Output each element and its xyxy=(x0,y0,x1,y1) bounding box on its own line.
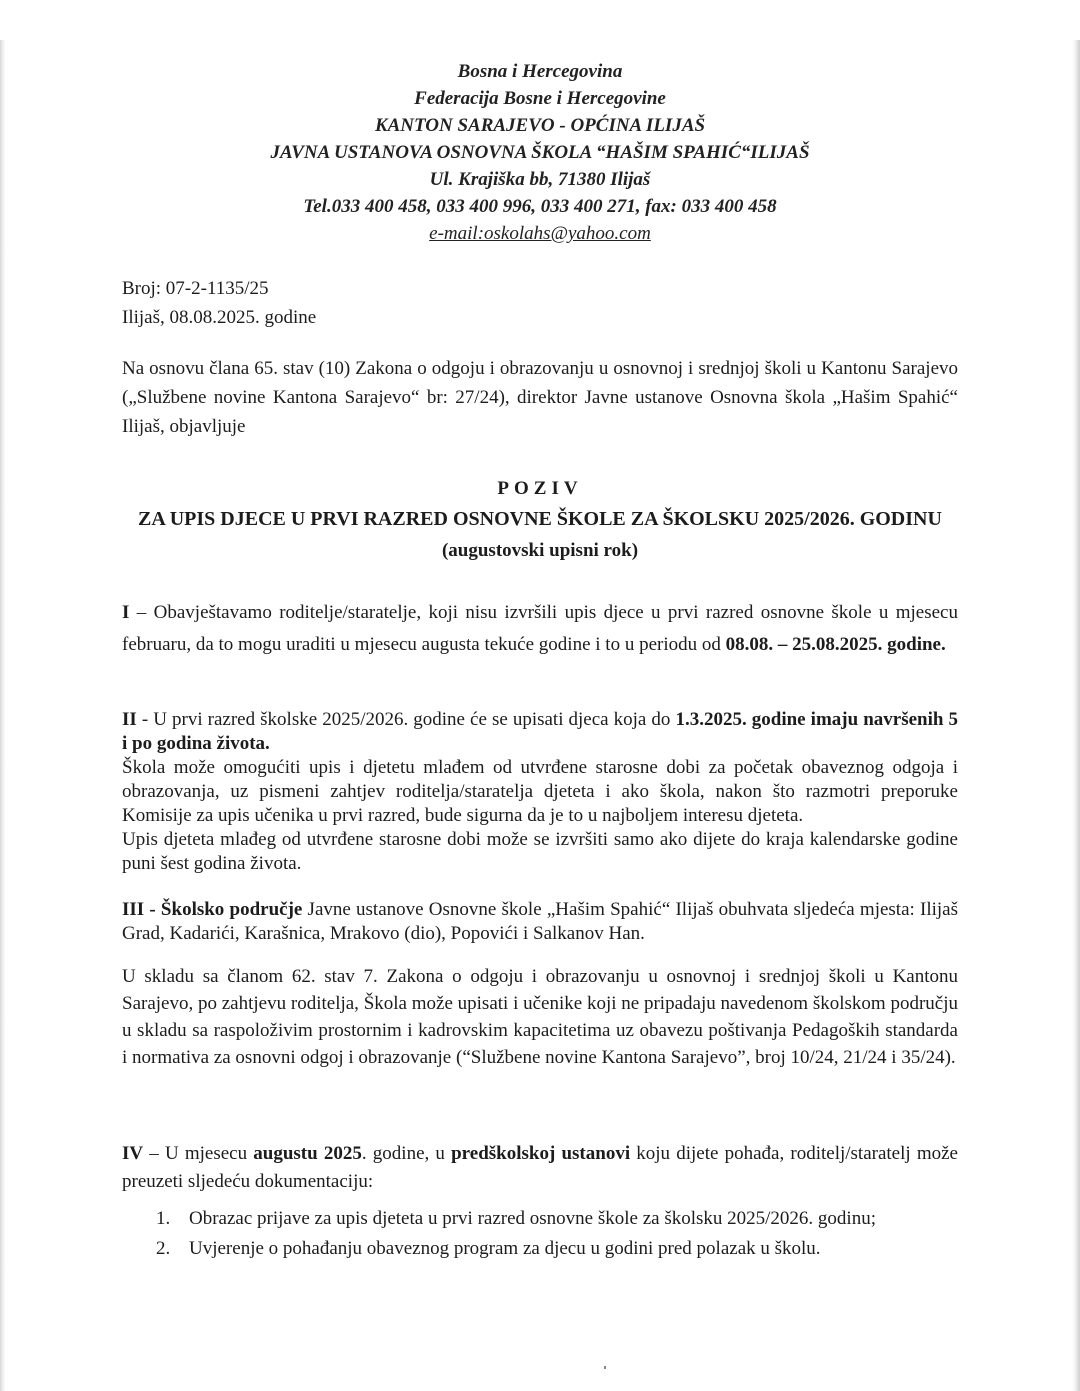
section-ii-label: II xyxy=(122,709,137,730)
section-ii-paragraph-2: Škola može omogućiti upis i djetetu mlađem od utvrđene starosne dobi za početak obaveznog odgoja i obrazovanja, uz pismeni zahtjev roditelja/staratelja djeteta i ako škola, nakon što razmotri preporuke Komisije za upis učenika u prvi razred, bude sigurna da je to u najboljem interesu djeteta. xyxy=(122,757,958,826)
section-iv-text-2: . godine, u xyxy=(361,1143,452,1164)
section-i-text: – Obavještavamo roditelje/staratelje, koji nisu izvršili upis djece u prvi razred osnovne škole u mjesecu februaru, da to mogu uraditi u mjesecu augusta tekuće godine i to u periodu od xyxy=(122,602,958,655)
letterhead-canton: KANTON SARAJEVO - OPĆINA ILIJAŠ xyxy=(374,115,706,136)
scan-speck xyxy=(604,1366,606,1369)
document-date: Ilijaš, 08.08.2025. godine xyxy=(122,307,317,328)
section-iii-label: III - Školsko područje xyxy=(122,899,303,920)
document-number: Broj: 07-2-1135/25 xyxy=(122,278,269,299)
section-iv-bold-2: predškolskoj ustanovi xyxy=(451,1143,631,1164)
section-iv-text-3: koju dijete pohađa, roditelj/staratelj može preuzeti sljedeću dokumentaciju: xyxy=(122,1143,958,1192)
section-iii-text: Javne ustanove Osnovne škole „Hašim Spahić“ Ilijaš obuhvata sljedeća mjesta: Ilijaš Grad, Kadarići, Karašnica, Mrakovo (dio), Popovići i Salkanov Han. xyxy=(122,899,958,944)
section-i xyxy=(122,597,958,661)
title-poziv: POZIV xyxy=(497,478,583,499)
section-i-dates: 08.08. – 25.08.2025. godine. xyxy=(725,634,946,655)
intro-paragraph: Na osnovu člana 65. stav (10) Zakona o odgoju i obrazovanju u osnovnoj i srednjoj školi u Kantonu Sarajevo („Službene novine Kantona Sarajevo“ br: 27/24), direktor Javne ustanove Osnovna škola „Hašim Spahić“ Ilijaš, objavljuje xyxy=(122,358,958,437)
list-item-text: Uvjerenje o pohađanju obaveznog program za djecu u godini pred polazak u školu. xyxy=(189,1238,821,1259)
list-item xyxy=(156,1234,956,1264)
section-iv-text-1: – U mjesecu xyxy=(143,1143,254,1164)
section-ii-paragraph-3: Upis djeteta mlađeg od utvrđene starosne dobi može se izvršiti samo ako dijete do kraja kalendarske godine puni šest godina života. xyxy=(122,829,958,874)
letterhead-phone: Tel.033 400 458, 033 400 996, 033 400 271, fax: 033 400 458 xyxy=(303,196,777,217)
section-i-label: I xyxy=(122,602,130,623)
letterhead-address: Ul. Krajiška bb, 71380 Ilijaš xyxy=(429,169,651,190)
letterhead-federation: Federacija Bosne i Hercegovine xyxy=(414,88,666,109)
list-item xyxy=(156,1204,956,1234)
list-item-number: 2. xyxy=(156,1238,171,1259)
title-subtitle: (augustovski upisni rok) xyxy=(441,540,639,561)
section-iii xyxy=(122,898,958,946)
letterhead-email: e-mail:oskolahs@yahoo.com xyxy=(429,223,651,244)
section-iv-label: IV xyxy=(122,1143,144,1164)
letterhead-country: Bosna i Hercegovina xyxy=(457,61,623,82)
letterhead-school: JAVNA USTANOVA OSNOVNA ŠKOLA “HAŠIM SPAHIĆ“ILIJAŠ xyxy=(270,142,810,163)
letterhead xyxy=(0,58,1080,247)
section-iv xyxy=(122,1140,958,1196)
section-ii-text: - U prvi razred školske 2025/2026. godine će se upisati djeca koja do xyxy=(136,709,676,730)
section-iii-paragraph-2: U skladu sa članom 62. stav 7. Zakona o odgoju i obrazovanju u osnovnoj i srednjoj školi u Kantonu Sarajevo, po zahtjevu roditelja, Škola može upisati i učenike koji ne pripadaju navedenom školskom području u skladu sa raspoloživim prostornim i kadrovskim kapacitetima uz obavezu poštivanja Pedagoških standarda i normativa za osnovni odgoj i obrazovanje (“Službene novine Kantona Sarajevo”, broj 10/24, 21/24 i 35/24). xyxy=(122,966,958,1068)
list-item-text: Obrazac prijave za upis djeteta u prvi razred osnovne škole za školsku 2025/2026. godinu; xyxy=(189,1208,876,1229)
section-iv-bold-1: augustu 2025 xyxy=(253,1143,362,1164)
document-meta xyxy=(122,274,316,332)
list-item-number: 1. xyxy=(156,1208,171,1229)
section-ii-bold: 1.3.2025. godine imaju navršenih 5 i po godina života. xyxy=(122,709,958,754)
documents-list xyxy=(156,1204,956,1264)
title-main: ZA UPIS DJECE U PRVI RAZRED OSNOVNE ŠKOLE ZA ŠKOLSKU 2025/2026. GODINU xyxy=(138,508,942,530)
section-ii xyxy=(122,708,958,876)
